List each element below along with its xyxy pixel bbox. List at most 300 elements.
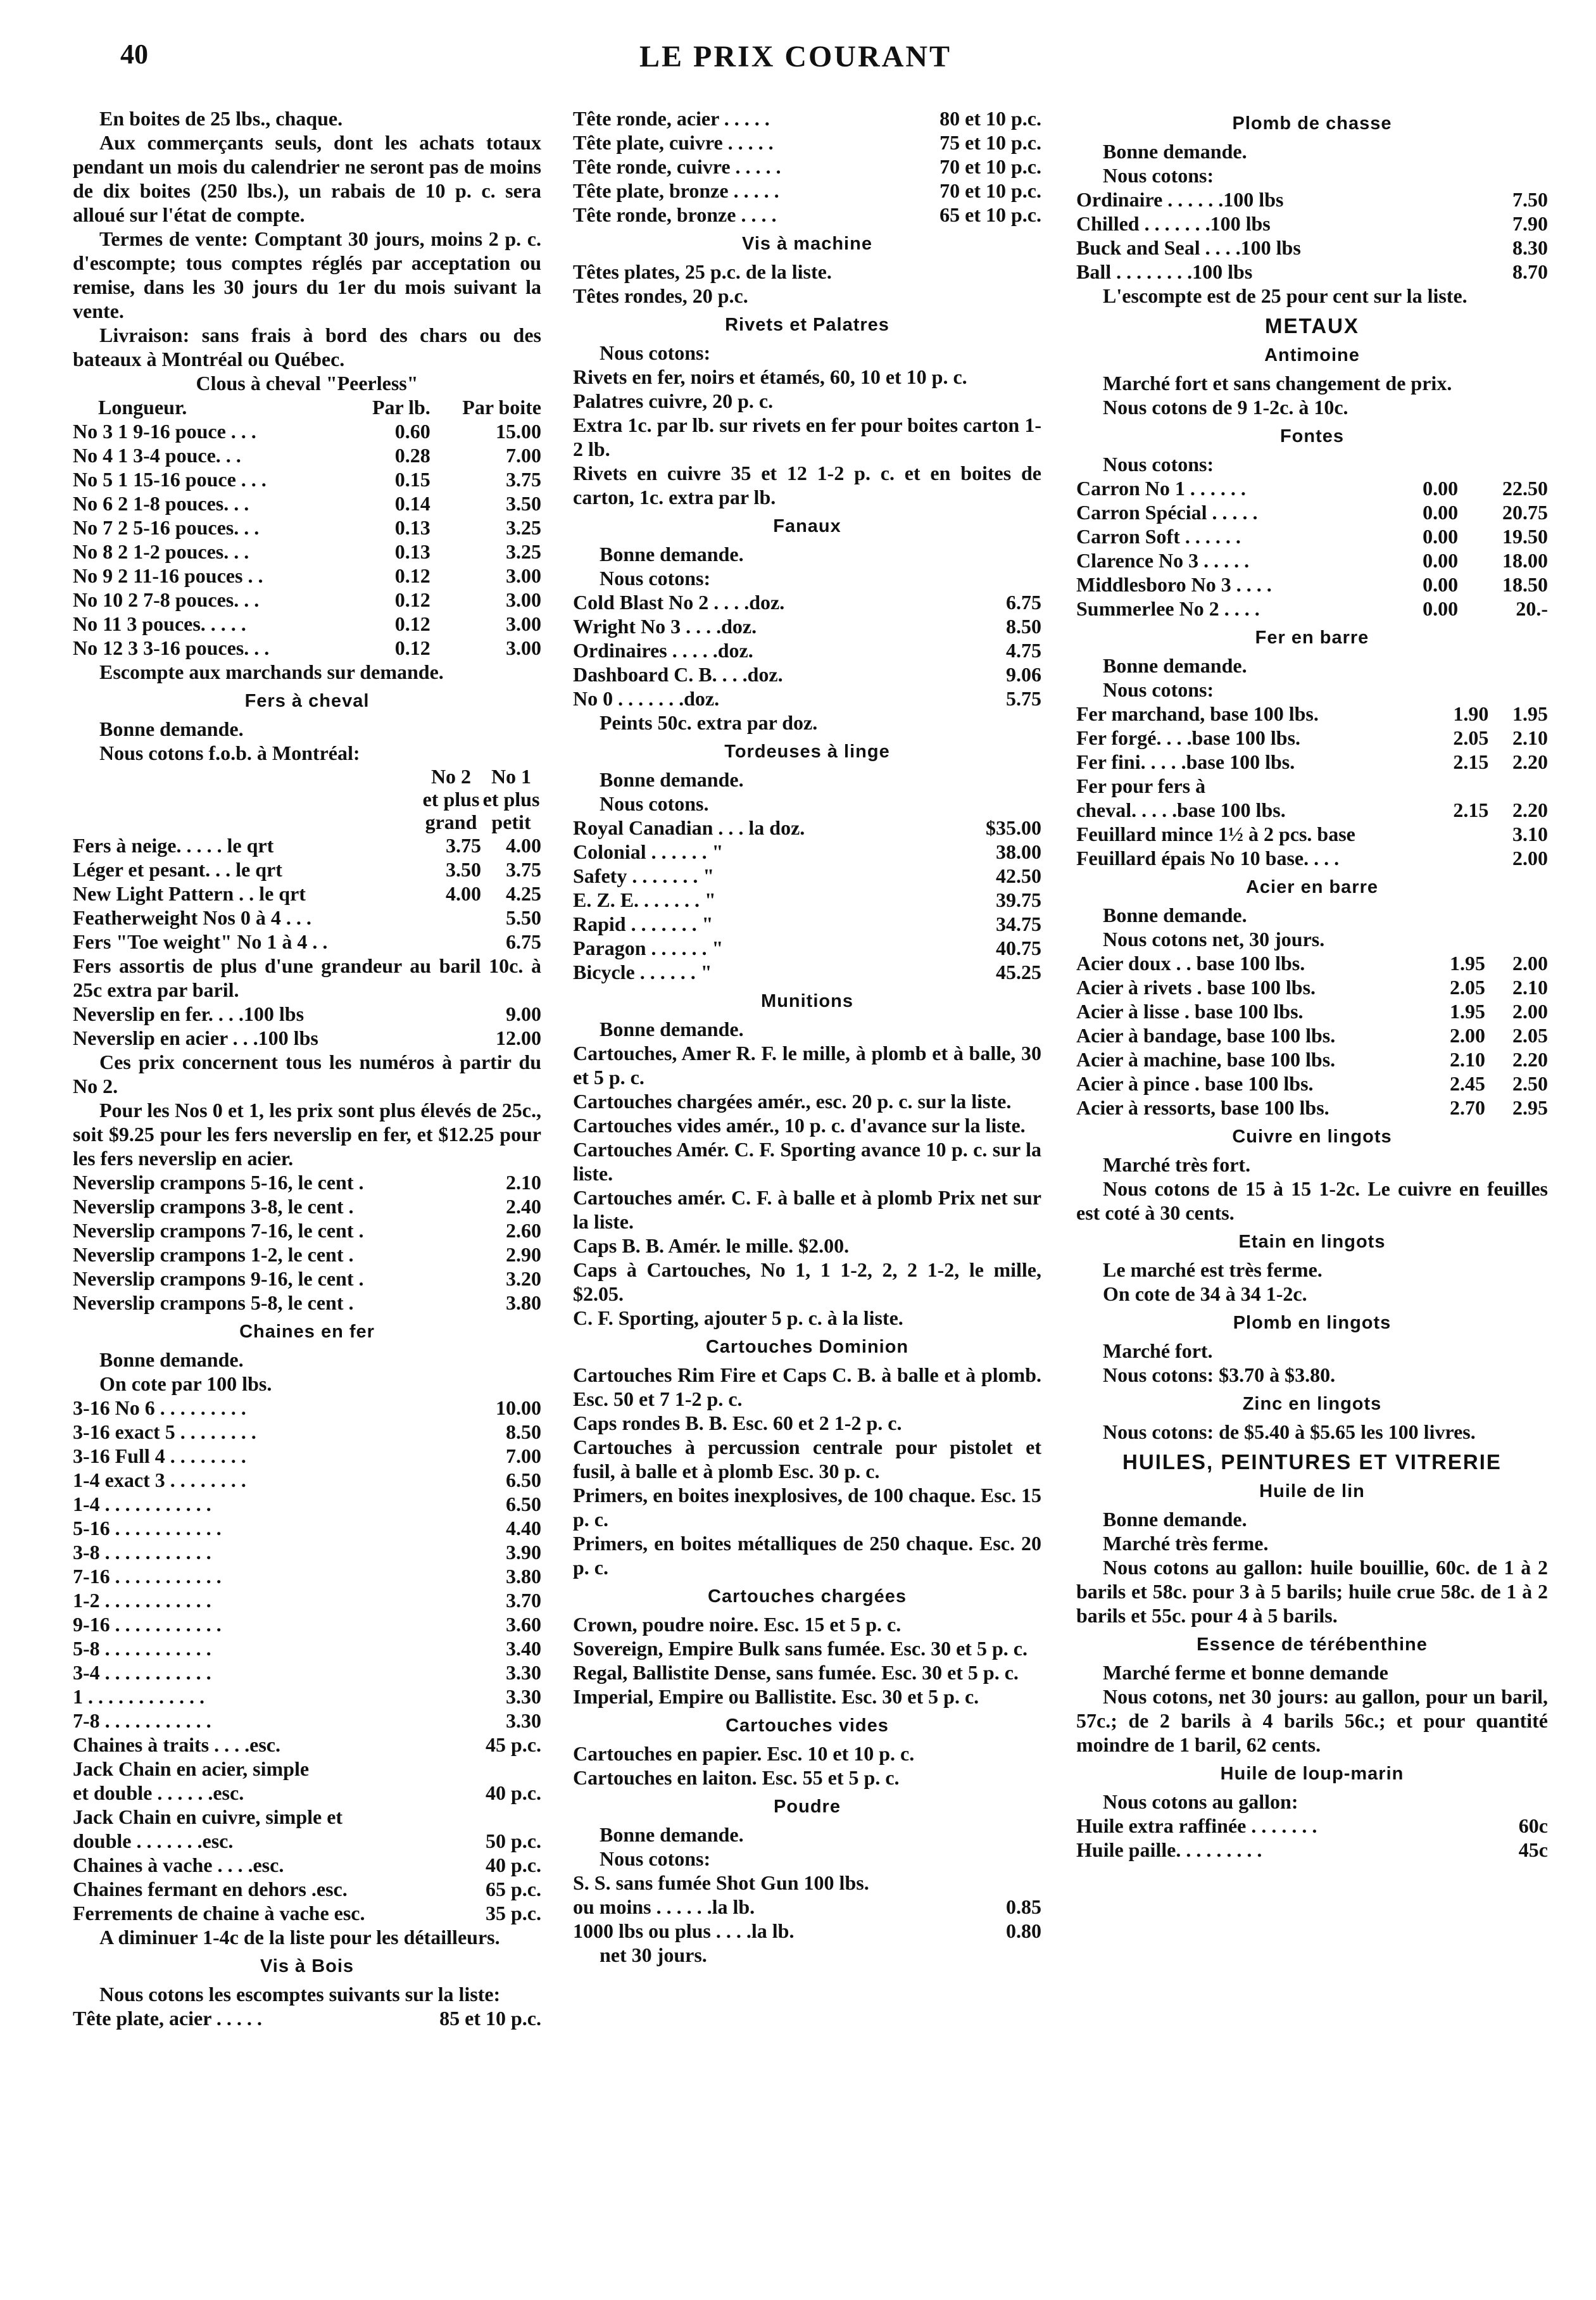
item-value: 2.10 <box>506 1171 541 1194</box>
item-value: 0.12 <box>394 612 430 635</box>
item-value: 70 et 10 p.c. <box>939 155 1041 178</box>
item-label: Acier à machine, base 100 lbs. <box>1076 1048 1336 1071</box>
item-label: Jack Chain en cuivre, simple et <box>73 1805 343 1828</box>
item-label: Summerlee No 2 . . . . <box>1076 597 1260 620</box>
section-heading: Rivets et Palatres <box>725 315 889 335</box>
item-value: 2.15 <box>1453 799 1489 821</box>
item-value: 1.95 <box>1450 1000 1486 1023</box>
item-value: 7.90 <box>1512 212 1548 235</box>
paragraph: Nous cotons: <box>600 567 711 590</box>
item-value: 9.00 <box>506 1002 541 1025</box>
table-row <box>1076 1838 1548 1862</box>
item-value: 2.20 <box>1512 799 1548 821</box>
item-label: 7-16 . . . . . . . . . . . <box>73 1565 222 1588</box>
column-left <box>73 106 541 2030</box>
item-value: 2.40 <box>506 1195 541 1218</box>
table-row <box>73 1829 541 1853</box>
price-table <box>1076 951 1548 1120</box>
item-label: No 0 . . . . . . .doz. <box>573 687 720 710</box>
section-heading: Acier en barre <box>1245 877 1379 897</box>
paragraph: Ces prix concernent tous les numéros à partir du No 2. <box>73 1051 541 1097</box>
item-value: 42.50 <box>996 864 1041 887</box>
price-table <box>73 1002 541 1050</box>
item-value: 2.10 <box>1512 976 1548 999</box>
item-value: 8.70 <box>1512 260 1548 283</box>
paragraph: On cote de 34 à 34 1-2c. <box>1103 1282 1307 1305</box>
item-label: 3-4 . . . . . . . . . . . <box>73 1661 211 1684</box>
item-value: 3.60 <box>506 1613 541 1636</box>
item-value: 6.75 <box>1006 591 1041 614</box>
item-value: 0.13 <box>394 516 430 539</box>
paragraph: Rivets en fer, noirs et étamés, 60, 10 et 10 p. c. <box>573 365 967 388</box>
paragraph: Marché très fort. <box>1103 1153 1251 1176</box>
item-label: Ordinaires . . . . .doz. <box>573 639 753 662</box>
item-value: 3.00 <box>506 636 541 659</box>
table-row <box>73 1684 541 1709</box>
item-value: 3.80 <box>506 1565 541 1588</box>
paragraph: Nous cotons: $3.70 à $3.80. <box>1103 1363 1336 1386</box>
table-row <box>573 662 1041 686</box>
item-value: 20.- <box>1516 597 1548 620</box>
item-value: 80 et 10 p.c. <box>939 107 1041 130</box>
paragraph: Imperial, Empire ou Ballistite. Esc. 30 et 5 p. c. <box>573 1685 979 1708</box>
item-label: Wright No 3 . . . .doz. <box>573 615 757 638</box>
item-label: Middlesboro No 3 . . . . <box>1076 573 1272 596</box>
paragraph: Bonne demande. <box>1103 1508 1247 1531</box>
item-value <box>421 930 481 954</box>
item-value: 85 et 10 p.c. <box>439 2007 541 2030</box>
section-heading: Fers à cheval <box>244 691 370 711</box>
paragraph: Fers assortis de plus d'une grandeur au baril 10c. à 25c extra par baril. <box>73 954 541 1001</box>
paragraph: Nous cotons au gallon: huile bouillie, 60c. de 1 à 2 barils et 58c. pour 3 à 5 barils; huile crue 58c. de 1 à 2 barils et 55c. pour 4 à 5 barils. <box>1076 1556 1548 1627</box>
table-row <box>1076 500 1548 524</box>
table-row <box>73 588 541 612</box>
item-label: 3-16 No 6 . . . . . . . . . <box>73 1396 246 1419</box>
price-table <box>1076 187 1548 284</box>
table-row <box>573 638 1041 662</box>
paragraph: Marché fort et sans changement de prix. <box>1103 372 1452 395</box>
table-row <box>1076 798 1548 822</box>
section-heading: Vis à Bois <box>260 1956 355 1976</box>
table-row <box>573 912 1041 936</box>
table-row <box>1076 548 1548 572</box>
table-row <box>573 864 1041 888</box>
paragraph: Têtes rondes, 20 p.c. <box>573 284 748 307</box>
item-value: 18.50 <box>1502 573 1548 596</box>
item-value: 22.50 <box>1502 477 1548 500</box>
table-row <box>73 1564 541 1588</box>
paragraph: Cartouches chargées amér., esc. 20 p. c. sur la liste. <box>573 1090 1012 1113</box>
item-label: Carron Spécial . . . . . <box>1076 501 1258 524</box>
item-value: 3.10 <box>1512 823 1548 845</box>
item-label: E. Z. E. . . . . . . " <box>573 888 716 911</box>
table-row <box>73 1757 541 1781</box>
paragraph: Bonne demande. <box>1103 140 1247 163</box>
section-heading: Cartouches chargées <box>708 1586 907 1607</box>
item-value: 0.12 <box>394 588 430 611</box>
paragraph: Marché très ferme. <box>1103 1532 1269 1555</box>
paragraph: Extra 1c. par lb. sur rivets en fer pour boites carton 1-2 lb. <box>573 414 1041 460</box>
item-label: Tête ronde, bronze . . . . <box>573 203 777 226</box>
paragraph: Bonne demande. <box>99 717 244 740</box>
item-value: 0.12 <box>394 564 430 587</box>
item-label: Rapid . . . . . . . " <box>573 913 713 935</box>
paragraph: Pour les Nos 0 et 1, les prix sont plus élevés de 25c., soit $9.25 pour les fers neverslip en fer, et $12.25 pour les fers neverslip en acier. <box>73 1099 541 1170</box>
item-value: 35 p.c. <box>486 1902 541 1924</box>
price-table <box>573 590 1041 711</box>
table-row <box>573 130 1041 155</box>
item-label: Tête ronde, acier . . . . . <box>573 107 770 130</box>
item-value: 2.20 <box>1512 1048 1548 1071</box>
item-label: Chaines à vache . . . .esc. <box>73 1854 284 1876</box>
item-label: ou moins . . . . . .la lb. <box>573 1895 755 1918</box>
item-label: 3-16 Full 4 . . . . . . . . <box>73 1444 246 1467</box>
table-row <box>1076 212 1548 236</box>
table-row <box>73 1612 541 1636</box>
paragraph: Nous cotons au gallon: <box>1103 1790 1298 1813</box>
item-label: Ordinaire . . . . . .100 lbs <box>1076 188 1284 211</box>
paragraph: Palatres cuivre, 20 p. c. <box>573 389 774 412</box>
paragraph: Livraison: sans frais à bord des chars ou des bateaux à Montréal ou Québec. <box>73 324 541 370</box>
item-label: Jack Chain en acier, simple <box>73 1757 310 1780</box>
section-heading: METAUX <box>1265 314 1359 338</box>
paragraph: Aux commerçants seuls, dont les achats totaux pendant un mois du calendrier ne seront pas de moins de dix boites (250 lbs.), un rabais de 10 p. c. sera alloué sur l'état de compte. <box>73 131 541 226</box>
paragraph: Cartouches amér. C. F. à balle et à plomb Prix net sur la liste. <box>573 1186 1041 1233</box>
item-value: 2.05 <box>1453 726 1489 749</box>
item-label: 3-16 exact 5 . . . . . . . . <box>73 1420 256 1443</box>
item-label: cheval. . . . .base 100 lbs. <box>1076 799 1286 821</box>
paragraph: A diminuer 1-4c de la liste pour les détailleurs. <box>99 1926 500 1949</box>
section-heading: Fer en barre <box>1255 628 1369 648</box>
table-row <box>1076 1023 1548 1047</box>
item-value: 9.06 <box>1006 663 1041 686</box>
item-value: 2.10 <box>1450 1048 1486 1071</box>
item-label: No 8 2 1-2 pouces. . . <box>73 540 249 563</box>
item-label: Tête plate, acier . . . . . <box>73 2007 262 2030</box>
price-table <box>73 765 541 954</box>
table-row <box>73 1267 541 1291</box>
item-label: Dashboard C. B. . . .doz. <box>573 663 783 686</box>
paragraph: Bonne demande. <box>600 543 744 566</box>
item-value: 2.15 <box>1453 750 1489 773</box>
paragraph: Marché fort. <box>1103 1339 1213 1362</box>
item-value: 2.95 <box>1512 1096 1548 1119</box>
paragraph: Bonne demande. <box>600 1018 744 1040</box>
item-value: 45c <box>1518 1838 1548 1861</box>
item-label: New Light Pattern . . le qrt <box>73 882 306 905</box>
table-row <box>1076 236 1548 260</box>
item-value <box>421 906 481 930</box>
table-row <box>1076 1096 1548 1120</box>
table-row <box>73 419 541 443</box>
table-row <box>573 816 1041 840</box>
paragraph: Peints 50c. extra par doz. <box>600 711 818 734</box>
table-row <box>1076 702 1548 726</box>
item-label: 9-16 . . . . . . . . . . . <box>73 1613 222 1636</box>
table-row <box>73 930 541 954</box>
item-label: Fer forgé. . . .base 100 lbs. <box>1076 726 1301 749</box>
item-value: 10.00 <box>496 1396 541 1419</box>
item-value: 3.50 <box>446 858 481 881</box>
item-label: Paragon . . . . . . " <box>573 937 724 959</box>
item-value: 75 et 10 p.c. <box>939 131 1041 154</box>
item-value: 0.80 <box>1006 1919 1041 1942</box>
table-row <box>73 1218 541 1242</box>
table-row <box>573 1919 1041 1943</box>
item-value: 8.30 <box>1512 236 1548 259</box>
item-value <box>1429 822 1489 846</box>
section-heading: Plomb de chasse <box>1232 113 1392 134</box>
table-row <box>73 515 541 540</box>
price-table <box>1076 1814 1548 1862</box>
section-heading: Poudre <box>774 1797 841 1817</box>
table-row <box>573 936 1041 960</box>
item-value: 5.75 <box>1006 687 1041 710</box>
item-label: Neverslip crampons 3-8, le cent . <box>73 1195 354 1218</box>
item-value: 12.00 <box>496 1027 541 1049</box>
paragraph: net 30 jours. <box>600 1943 707 1966</box>
table-row <box>73 1026 541 1050</box>
item-label: No 10 2 7-8 pouces. . . <box>73 588 260 611</box>
item-value: 2.00 <box>1512 952 1548 975</box>
price-table <box>1076 702 1548 870</box>
paragraph: Marché ferme et bonne demande <box>1103 1661 1388 1684</box>
table-row <box>73 1877 541 1901</box>
item-value: 3.70 <box>506 1589 541 1612</box>
item-value: 2.90 <box>506 1243 541 1266</box>
section-heading: Cartouches vides <box>726 1716 889 1736</box>
item-label: Fer marchand, base 100 lbs. <box>1076 702 1319 725</box>
item-label: 1000 lbs ou plus . . . .la lb. <box>573 1919 795 1942</box>
table-row <box>73 1588 541 1612</box>
item-value: 6.75 <box>506 930 541 953</box>
item-value: 3.30 <box>506 1685 541 1708</box>
paragraph: Caps à Cartouches, No 1, 1 1-2, 2, 2 1-2, le mille, $2.05. <box>573 1258 1041 1305</box>
page-number: 40 <box>120 39 148 70</box>
table-row <box>1076 524 1548 548</box>
paragraph: Cartouches vides amér., 10 p. c. d'avance sur la liste. <box>573 1114 1026 1137</box>
item-value: 3.00 <box>506 564 541 587</box>
paragraph: Bonne demande. <box>1103 904 1247 926</box>
item-label: No 12 3 3-16 pouces. . . <box>73 636 270 659</box>
paragraph: Bonne demande. <box>600 768 744 791</box>
table-row <box>573 960 1041 984</box>
item-value: 7.00 <box>506 444 541 467</box>
price-table <box>573 1895 1041 1943</box>
table-row <box>73 1420 541 1444</box>
item-value: 18.00 <box>1502 549 1548 572</box>
item-label: Ferrements de chaine à vache esc. <box>73 1902 365 1924</box>
paragraph: C. F. Sporting, ajouter 5 p. c. à la liste. <box>573 1306 903 1329</box>
item-label: No 11 3 pouces. . . . . <box>73 612 246 635</box>
section-heading: Munitions <box>761 991 853 1011</box>
paragraph: Caps rondes B. B. Esc. 60 et 2 1-2 p. c. <box>573 1412 902 1434</box>
item-value: 0.00 <box>1423 597 1459 620</box>
table-row <box>1076 975 1548 999</box>
item-value: 8.50 <box>506 1420 541 1443</box>
column-right <box>1076 106 1548 1862</box>
table-row <box>73 1540 541 1564</box>
table-row <box>573 179 1041 203</box>
item-value <box>454 1757 541 1781</box>
item-label: double . . . . . . .esc. <box>73 1829 234 1852</box>
item-label: Safety . . . . . . . " <box>573 864 715 887</box>
item-label: 5-8 . . . . . . . . . . . <box>73 1637 211 1660</box>
table-row <box>73 1805 541 1829</box>
table-row <box>73 1709 541 1733</box>
table-row <box>73 1660 541 1684</box>
table-row <box>73 1516 541 1540</box>
item-label: No 7 2 5-16 pouces. . . <box>73 516 260 539</box>
section-heading: Cartouches Dominion <box>705 1337 909 1357</box>
item-value: 70 et 10 p.c. <box>939 179 1041 202</box>
item-value: 4.00 <box>506 834 541 857</box>
table-row <box>1076 774 1548 798</box>
table-row <box>1076 260 1548 284</box>
column-header: No 2 et plus grand <box>422 765 480 833</box>
item-label: Acier à ressorts, base 100 lbs. <box>1076 1096 1329 1119</box>
item-value: 15.00 <box>496 420 541 443</box>
section-heading: Essence de térébenthine <box>1197 1634 1428 1655</box>
table-row <box>573 614 1041 638</box>
item-value: 8.50 <box>1006 615 1041 638</box>
item-label: No 6 2 1-8 pouces. . . <box>73 492 249 515</box>
paragraph: Nous cotons: <box>600 1847 711 1870</box>
item-value: 2.00 <box>1512 847 1548 869</box>
paragraph: L'escompte est de 25 pour cent sur la liste. <box>1103 284 1467 307</box>
price-table <box>73 1170 541 1315</box>
column-middle <box>573 106 1041 1967</box>
paragraph: Nous cotons: <box>1103 453 1214 476</box>
paragraph: Nous cotons f.o.b. à Montréal: <box>99 742 360 764</box>
paragraph: Nous cotons de 15 à 15 1-2c. Le cuivre en feuilles est coté à 30 cents. <box>1076 1177 1548 1224</box>
table-row <box>573 840 1041 864</box>
item-value: 7.00 <box>506 1444 541 1467</box>
item-label: 1-4 exact 3 . . . . . . . . <box>73 1469 246 1491</box>
item-value: 5.50 <box>506 906 541 929</box>
table-row <box>73 1291 541 1315</box>
price-table <box>1076 476 1548 621</box>
item-label: Carron No 1 . . . . . . <box>1076 477 1246 500</box>
item-value: 4.40 <box>506 1517 541 1539</box>
item-value: 65 et 10 p.c. <box>939 203 1041 226</box>
item-value: 40.75 <box>996 937 1041 959</box>
item-value: 0.60 <box>394 420 430 443</box>
paragraph: Bonne demande. <box>1103 654 1247 677</box>
table-row <box>73 636 541 660</box>
item-value: 45 p.c. <box>486 1733 541 1756</box>
item-value: 2.10 <box>1512 726 1548 749</box>
table-row <box>573 106 1041 130</box>
item-value <box>1488 774 1548 798</box>
item-label: Neverslip crampons 5-8, le cent . <box>73 1291 354 1314</box>
item-label: Cold Blast No 2 . . . .doz. <box>573 591 785 614</box>
item-label: Neverslip crampons 9-16, le cent . <box>73 1267 364 1290</box>
paragraph: Nous cotons: <box>1103 678 1214 701</box>
item-value: 2.50 <box>1512 1072 1548 1095</box>
item-label: Tête plate, bronze . . . . . <box>573 179 779 202</box>
table-row <box>1076 1814 1548 1838</box>
item-value: $35.00 <box>986 816 1041 839</box>
table-row <box>1076 1047 1548 1071</box>
item-label: Neverslip en acier . . .100 lbs <box>73 1027 318 1049</box>
item-value: 2.05 <box>1450 976 1486 999</box>
price-table <box>573 816 1041 984</box>
table-row <box>573 203 1041 227</box>
item-value: 2.00 <box>1512 1000 1548 1023</box>
item-value: 3.00 <box>506 612 541 635</box>
item-value: 3.25 <box>506 516 541 539</box>
paragraph: Caps B. B. Amér. le mille. $2.00. <box>573 1234 850 1257</box>
price-table <box>573 106 1041 227</box>
item-value: 1.95 <box>1450 952 1486 975</box>
item-value: 7.50 <box>1512 188 1548 211</box>
item-label: Ball . . . . . . . .100 lbs <box>1076 260 1253 283</box>
section-heading: Antimoine <box>1264 345 1360 365</box>
paragraph: Sovereign, Empire Bulk sans fumée. Esc. 30 et 5 p. c. <box>573 1637 1027 1660</box>
item-value: 3.75 <box>506 858 541 881</box>
table-row <box>73 1636 541 1660</box>
paragraph: Nous cotons de 9 1-2c. à 10c. <box>1103 396 1348 419</box>
table-row <box>1076 951 1548 975</box>
paragraph: Escompte aux marchands sur demande. <box>99 660 444 683</box>
table-header <box>73 395 541 419</box>
table-row <box>73 881 541 906</box>
item-value: 0.85 <box>1006 1895 1041 1918</box>
item-label: Acier à lisse . base 100 lbs. <box>1076 1000 1304 1023</box>
item-value: 0.12 <box>394 636 430 659</box>
item-value: 50 p.c. <box>486 1829 541 1852</box>
item-label: No 9 2 11-16 pouces . . <box>73 564 263 587</box>
item-label: Fers "Toe weight" No 1 à 4 . . <box>73 930 328 953</box>
table-row <box>1076 846 1548 870</box>
item-label: 1-2 . . . . . . . . . . . <box>73 1589 211 1612</box>
page-title: LE PRIX COURANT <box>639 40 952 73</box>
paragraph: Cartouches Amér. C. F. Sporting avance 10 p. c. sur la liste. <box>573 1138 1041 1185</box>
paragraph: Nous cotons. <box>600 792 709 815</box>
item-label: Chaines fermant en dehors .esc. <box>73 1878 348 1900</box>
item-value: 3.20 <box>506 1267 541 1290</box>
item-value: 0.00 <box>1423 501 1459 524</box>
section-heading: Zinc en lingots <box>1242 1394 1382 1414</box>
item-label: Colonial . . . . . . " <box>573 840 724 863</box>
item-label: Acier à bandage, base 100 lbs. <box>1076 1024 1336 1047</box>
table-row <box>573 686 1041 711</box>
item-value: 40 p.c. <box>486 1781 541 1804</box>
price-table <box>73 1733 541 1925</box>
item-value: 2.45 <box>1450 1072 1486 1095</box>
item-value: 3.25 <box>506 540 541 563</box>
item-label: Carron Soft . . . . . . <box>1076 525 1241 548</box>
item-label: Neverslip crampons 1-2, le cent . <box>73 1243 354 1266</box>
item-label: 5-16 . . . . . . . . . . . <box>73 1517 222 1539</box>
table-row <box>73 2006 541 2030</box>
item-label: Feuillard mince 1½ à 2 pcs. base <box>1076 823 1355 845</box>
paragraph: Nous cotons les escomptes suivants sur la liste: <box>99 1983 501 2006</box>
paragraph: Nous cotons: de $5.40 à $5.65 les 100 livres. <box>1103 1420 1476 1443</box>
price-table <box>73 2006 541 2030</box>
table-row <box>73 491 541 515</box>
section-heading: Etain en lingots <box>1238 1232 1386 1252</box>
section-heading: Chaines en fer <box>239 1322 375 1342</box>
item-value: 2.00 <box>1450 1024 1486 1047</box>
table-row <box>1076 572 1548 597</box>
table-row <box>1076 999 1548 1023</box>
table-row <box>1076 726 1548 750</box>
item-label: Chilled . . . . . . .100 lbs <box>1076 212 1271 235</box>
table-row <box>1076 597 1548 621</box>
item-value: 0.28 <box>394 444 430 467</box>
